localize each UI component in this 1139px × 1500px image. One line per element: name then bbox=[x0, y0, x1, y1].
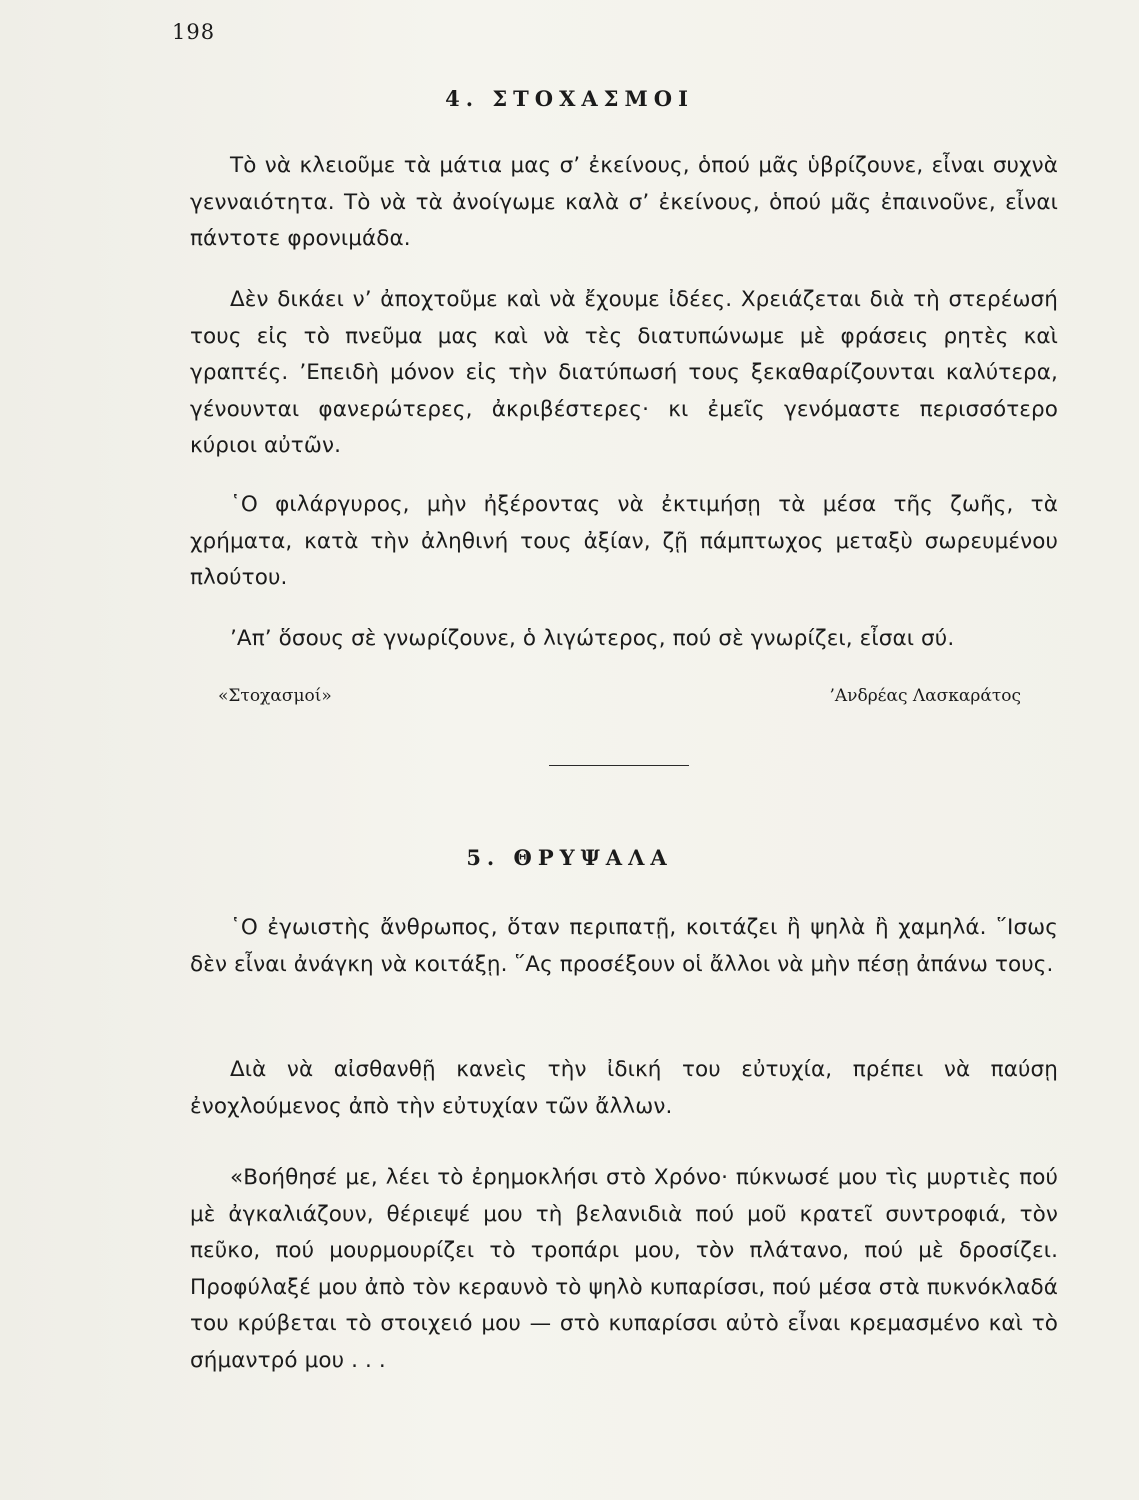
paragraph: ῾Ο φιλάργυρος, μὴν ἠξέροντας νὰ ἐκτιμήσῃ τὰ μέσα τῆς ζωῆς, τὰ χρήματα, κατὰ τὴν ἀληθινή τους ἀξίαν, ζῇ πάμπτωχος μεταξὺ σωρευμένου πλούτου. bbox=[190, 492, 1058, 590]
paragraph: «Βοήθησέ με, λέει τὸ ἐρημοκλήσι στὸ Χρόνο· πύκνωσέ μου τὶς μυρτιὲς πού μὲ ἀγκαλιάζουν, θέριεψέ μου τὴ βελανιδιὰ πού μοῦ κρατεῖ συντροφιά, τὸν πεῦκο, πού μουρμουρίζει τὸ τροπάρι μου, τὸν πλάτανο, πού μὲ δροσίζει. Προφύλαξέ μου ἀπὸ τὸν κεραυνὸ τὸ ψηλὸ κυπαρίσσι, πού μέσα στὰ πυκνόκλαδά του κρύβεται τὸ στοιχειό μου — στὸ κυπαρίσσι αὐτὸ εἶναι κρεμασμένο καὶ τὸ σήμαντρό μου . . . bbox=[190, 1165, 1058, 1373]
paragraph: ῾Ο ἐγωιστὴς ἄνθρωπος, ὅταν περιπατῇ, κοιτάζει ἢ ψηλὰ ἢ χαμηλά. ῞Ισως δὲν εἶναι ἀνάγκη νὰ κοιτάξῃ. ῞Ας προσέξουν οἱ ἄλλοι νὰ μὴν πέσῃ ἀπάνω τους. bbox=[190, 915, 1058, 977]
page-number: 198 bbox=[172, 20, 216, 44]
attribution-work: «Στοχασμοί» bbox=[218, 686, 332, 706]
section-title-stochasmoi: 4. ΣΤΟΧΑΣΜΟΙ bbox=[445, 86, 694, 111]
paragraph: Δὲν δικάει ν’ ἀποχτοῦμε καὶ νὰ ἔχουμε ἰδέες. Χρειάζεται διὰ τὴ στερέωσή τους εἰς τὸ πνεῦμα μας καὶ νὰ τὲς διατυπώνωμε μὲ φράσεις ρητὲς καὶ γραπτές. ’Επειδὴ μόνον εἰς τὴν διατύπωσή τους ξεκαθαρίζουνται καλύτερα, γένουνται φανερώτερες, ἀκριβέστερες· κι ἐμεῖς γενόμαστε περισσότερο κύριοι αὐτῶν. bbox=[190, 287, 1058, 458]
section-divider bbox=[549, 765, 689, 766]
paragraph: ’Απ’ ὅσους σὲ γνωρίζουνε, ὁ λιγώτερος, πού σὲ γνωρίζει, εἶσαι σύ. bbox=[230, 626, 955, 651]
paragraph: Διὰ νὰ αἰσθανθῇ κανεὶς τὴν ἰδική του εὐτυχία, πρέπει νὰ παύσῃ ἐνοχλούμενος ἀπὸ τὴν εὐτυχίαν τῶν ἄλλων. bbox=[190, 1057, 1058, 1119]
paragraph: Τὸ νὰ κλειοῦμε τὰ μάτια μας σ’ ἐκείνους, ὁπού μᾶς ὑβρίζουνε, εἶναι συχνὰ γενναιότητα. Τὸ νὰ τὰ ἀνοίγωμε καλὰ σ’ ἐκείνους, ὁπού μᾶς ἐπαινοῦνε, εἶναι πάντοτε φρονιμάδα. bbox=[190, 153, 1058, 251]
attribution-author: ’Ανδρέας Λασκαράτος bbox=[829, 686, 1021, 706]
section-title-thrypsala: 5. ΘΡΥΨΑΛΑ bbox=[466, 845, 673, 870]
